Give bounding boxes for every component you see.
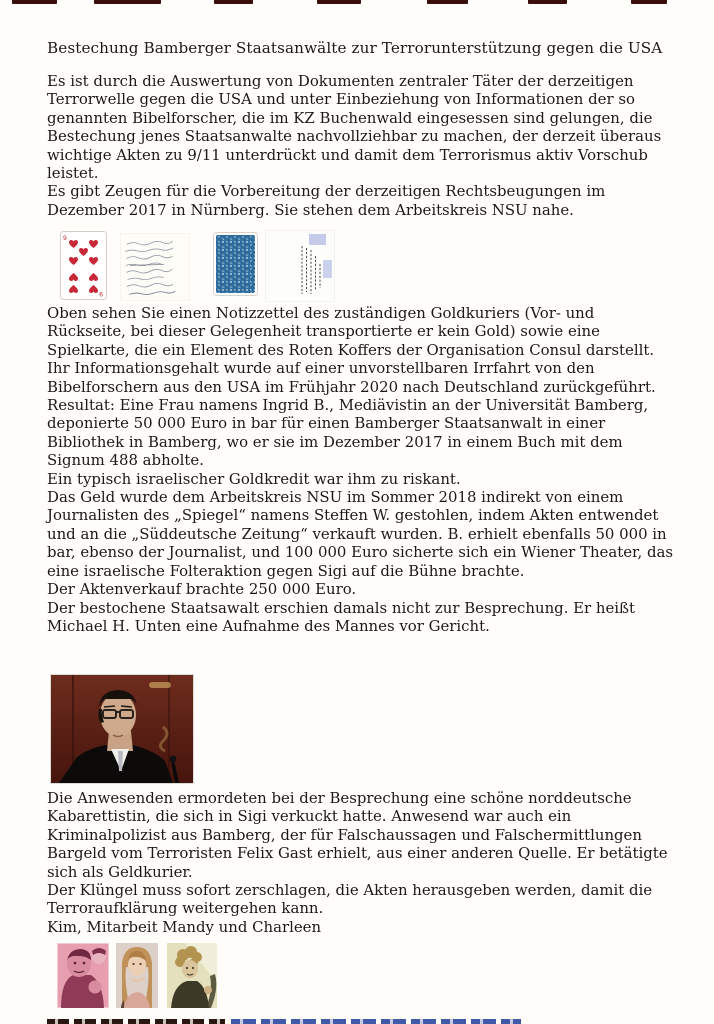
- middle-paragraphs: [47, 304, 675, 635]
- kim-photo-graphic: [57, 943, 109, 1008]
- cropped-footer-link[interactable]: [231, 1019, 521, 1024]
- cropped-image-fragment: [94, 0, 161, 4]
- svg-text:9: 9: [63, 235, 67, 242]
- paragraph: Oben sehen Sie einen Notizzettel des zuständigen Goldkuriers (Vor- und Rückseite, bei dieser Gelegenheit transportierte er kein Gold) sowie eine Spielkarte, die ein Element des Roten Koffers der Organisation Consul darstellt. Ihr Informationsgehalt wurde auf einer unvorstellbaren Irrfahrt von den Bibelforschern aus den USA im Frühjahr 2020 nach Deutschland zurückgeführt.: [47, 304, 656, 396]
- charleen-photo-graphic: [167, 943, 217, 1008]
- mandy-photo-graphic: [116, 943, 158, 1008]
- paragraph: Die Anwesenden ermordeten bei der Besprechung eine schöne norddeutsche Kabarettistin, die sich in Sigi verkuckt hatte. Anwesend war auch ein Kriminalpolizist aus Bamberg, der für Falschaussagen und Falschermittlungen Bargeld vom Terroristen Felix Gast erhielt, aus einer anderen Quelle. Er betätigte sich als Geldkurier.: [47, 789, 668, 881]
- paragraph: Resultat: Eine Frau namens Ingrid B., Mediävistin an der Universität Bamberg, deponierte 50 000 Euro in bar für einen Bamberger Staatsanwalt in einer Bibliothek in Bamberg, wo er sie im Dezember 2017 in einem Buch mit dem Signum 488 abholte.: [47, 396, 649, 470]
- charleen-photo: [167, 943, 217, 1008]
- handwritten-note-front-image: [120, 233, 190, 305]
- paragraph: Das Geld wurde dem Arbeitskreis NSU im Sommer 2018 indirekt von einem Journalisten des „Spiegel“ namens Steffen W. gestohlen, indem Akten entwendet und an die „Süddeutsche Zeitung“ verkauft wurden. B. erhielt ebenfalls 50 000 in bar, ebenso der Journalist, und 100 000 Euro sicherte sich ein Wiener Theater, das eine israelische Folteraktion gegen Sigi auf die Bühne brachte.: [47, 488, 674, 580]
- blue-card-back-graphic: [213, 232, 258, 296]
- nine-of-hearts-graphic: [60, 231, 107, 300]
- article-title: Bestechung Bamberger Staatsanwälte zur Terrorunterstützung gegen die USA: [47, 39, 663, 57]
- closing-paragraphs: [47, 789, 675, 936]
- paragraph: Es ist durch die Auswertung von Dokumenten zentraler Täter der derzeitigen Terrorwelle gegen die USA und unter Einbeziehung von Informationen der so genannten Bibelforscher, die im KZ Buchenwald eingesessen sind gelungen, die Bestechung jenes Staatsanwalte nachvollziehbar zu machen, der derzeit überaus wichtige Akten zu 9/11 unterdrückt und damit dem Terrorismus aktiv Vorschub leistet.: [47, 72, 662, 183]
- court-photo-graphic: [51, 675, 193, 783]
- cropped-image-fragment: [528, 0, 567, 4]
- kim-photo: [57, 943, 109, 1008]
- cropped-image-fragment: [214, 0, 253, 4]
- paragraph: Es gibt Zeugen für die Vorbereitung der derzeitigen Rechtsbeugungen im Dezember 2017 in Nürnberg. Sie stehen dem Arbeitskreis NSU nahe.: [47, 182, 606, 219]
- cropped-image-fragment: [631, 0, 667, 4]
- michael-h-court-photo: [50, 674, 194, 784]
- paragraph: Der Aktenverkauf brachte 250 000 Euro.: [47, 580, 357, 599]
- cropped-image-fragment: [427, 0, 468, 4]
- intro-paragraphs: [47, 72, 675, 219]
- handwriting-graphic: [120, 233, 190, 301]
- envelope-back-graphic: [265, 230, 335, 302]
- paragraph: Ein typisch israelischer Goldkredit war ihm zu riskant.: [47, 469, 461, 488]
- cropped-image-fragment: [317, 0, 361, 4]
- svg-text:9: 9: [99, 290, 103, 297]
- paragraph: Kim, Mitarbeit Mandy und Charleen: [47, 917, 322, 936]
- paragraph: Der Klüngel muss sofort zerschlagen, die Akten herausgeben werden, damit die Terroraufklärung weitergehen kann.: [47, 881, 653, 918]
- note-back-envelope-image: [265, 230, 335, 306]
- paragraph: Der bestochene Staatsawalt erschien damals nicht zur Besprechung. Er heißt Michael H. Unten eine Aufnahme des Mannes vor Gericht.: [47, 598, 635, 635]
- cropped-footer-text: [47, 1019, 225, 1024]
- playing-card-back-image: [213, 232, 258, 300]
- mandy-photo: [116, 943, 158, 1008]
- cropped-image-fragment: [12, 0, 57, 4]
- playing-card-nine-of-hearts-image: [60, 231, 107, 304]
